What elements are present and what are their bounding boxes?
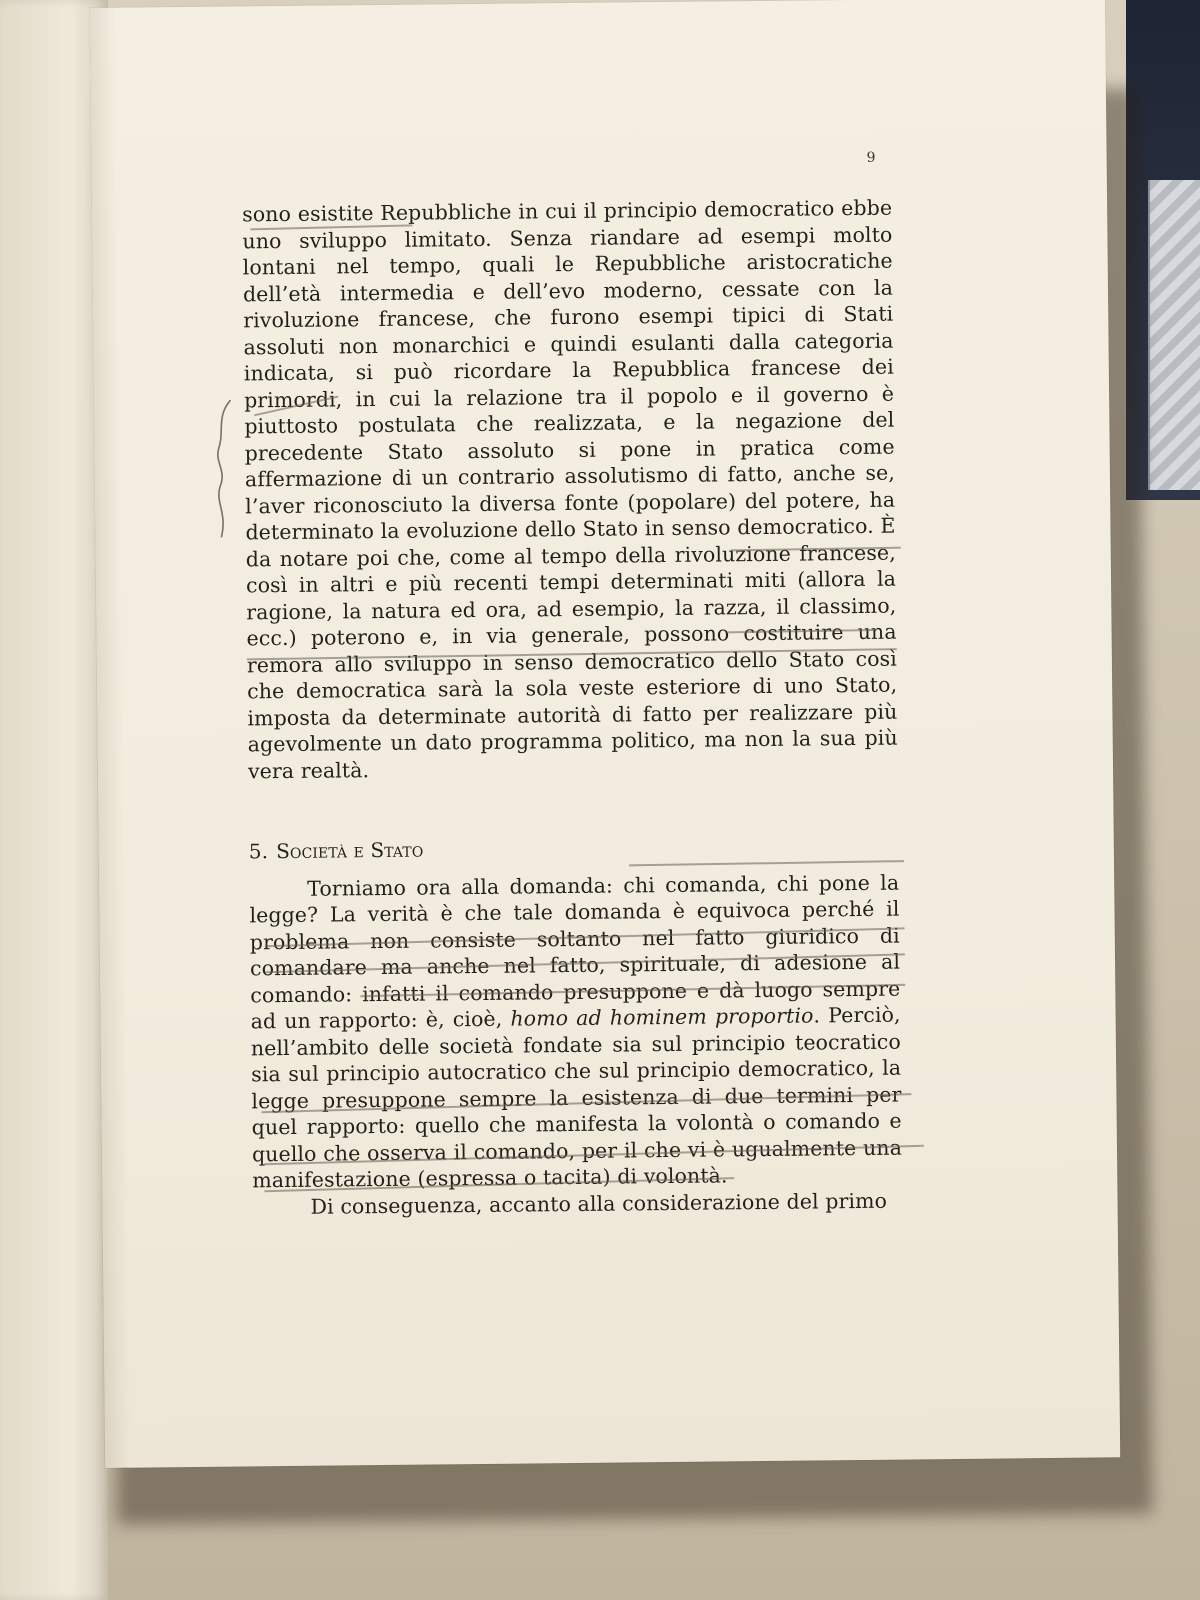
- page-number: 9: [866, 149, 876, 166]
- fabric-edge-right: [1148, 180, 1200, 490]
- page-text-block: [242, 195, 903, 1221]
- paragraph-2: [249, 869, 902, 1194]
- section-title: Società e Stato: [276, 837, 424, 864]
- paragraph-3: Di conseguenza, accanto alla considerazione del primo: [310, 1188, 888, 1219]
- paragraph-2-text-part-2: . Perciò, nell’ambito delle società fondate sia sul principio teocratico sia sul principio autocratico che sul principio democratico, la legge presuppone sempre la esistenza di due termini per quel rapporto: quello che manifesta la volontà o comando e quello che osserva il comando, per il che vi è ugualmente una manifestazione (espressa o tacita) di volontà.: [250, 1002, 903, 1193]
- book-page: [90, 0, 1120, 1468]
- paragraph-1: sono esistite Repubbliche in cui il principio democratico ebbe uno sviluppo limitato. Senza riandare ad esempi molto lontani nel tempo, quali le Repubbliche aristocratiche dell’età intermedia e dell’evo moderno, cessate con la rivoluzione francese, che furono esempi tipici di Stati assoluti non monarchici e quindi esulanti dalla categoria indicata, si può ricordare la Repubblica francese dei primordi, in cui la relazione tra il popolo e il governo è piuttosto postulata che realizzata, e la negazione del precedente Stato assoluto si pone in pratica come affermazione di un contrario assolutismo di fatto, anche se, l’aver riconosciuto la diversa fonte (popolare) del potere, ha determinato la evoluzione dello Stato in senso democratico. È da notare poi che, come al tempo della rivoluzione francese, così in altri e più recenti tempi determinati miti (allora la ragione, la natura ed ora, ad esempio, la razza, il classimo, ecc.) poterono e, in via generale, possono costituire una remora allo sviluppo in senso democratico dello Stato così che democratica sarà la sola veste esteriore di uno Stato, imposta da determinate autorità di fatto per realizzare più agevolmente un dato programma politico, ma non la sua più vera realtà.: [242, 195, 898, 783]
- section-heading: [249, 832, 899, 865]
- pencil-margin-mark: [212, 398, 237, 538]
- section-number: 5.: [248, 839, 269, 864]
- paragraph-2-text-part-1: Torniamo ora alla domanda: chi comanda, chi pone la legge? La verità è che tale domanda è equivoca perché il problema non consiste soltanto nel fatto giuridico di comandare ma anche nel fatto, spirituale, di adesione al comando: infatti il comando presuppone e dà luogo sempre ad un rapporto: è, cioè,: [249, 870, 901, 1034]
- latin-phrase: homo ad hominem proportio: [510, 1003, 814, 1031]
